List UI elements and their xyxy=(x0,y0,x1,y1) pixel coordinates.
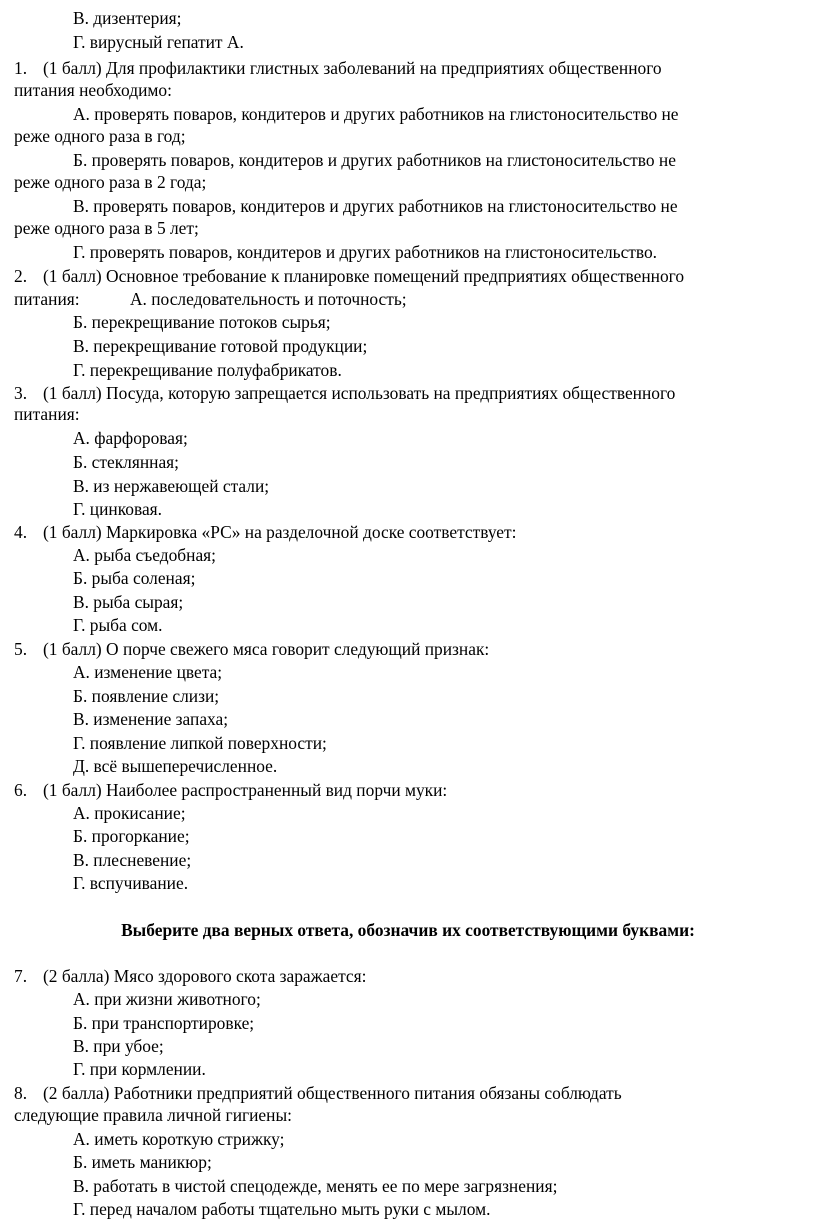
question-text: питания: xyxy=(14,404,80,424)
answer-option: Г. перед началом работы тщательно мыть руки с мылом. xyxy=(73,1199,491,1219)
question-text: питания: xyxy=(14,289,80,309)
answer-option: Б. иметь маникюр; xyxy=(73,1152,212,1172)
question-text: (1 балл) Наиболее распространенный вид порчи муки: xyxy=(43,780,448,800)
answer-option: В. плесневение; xyxy=(73,850,192,870)
answer-option: А. прокисание; xyxy=(73,803,186,823)
answer-option: А. при жизни животного; xyxy=(73,989,261,1009)
answer-option: В. из нержавеющей стали; xyxy=(73,476,270,496)
answer-option: Г. вспучивание. xyxy=(73,873,189,893)
answer-option: Г. при кормлении. xyxy=(73,1059,206,1079)
answer-option: Г. перекрещивание полуфабрикатов. xyxy=(73,360,342,380)
answer-option: А. проверять поваров, кондитеров и других работников на глистоносительство не xyxy=(73,104,679,124)
question-text: следующие правила личной гигиены: xyxy=(14,1105,292,1125)
answer-option: Г. вирусный гепатит А. xyxy=(73,32,244,52)
question-text: (1 балл) Маркировка «РС» на разделочной доске соответствует: xyxy=(43,522,517,542)
answer-option: А. изменение цвета; xyxy=(73,662,223,682)
answer-option: В. проверять поваров, кондитеров и других работников на глистоносительство не xyxy=(73,196,678,216)
answer-option: В. дизентерия; xyxy=(73,8,182,28)
answer-option: Б. проверять поваров, кондитеров и других работников на глистоносительство не xyxy=(73,150,676,170)
question-text: (1 балл) Посуда, которую запрещается использовать на предприятиях общественного xyxy=(43,383,676,403)
answer-option: В. при убое; xyxy=(73,1036,164,1056)
answer-option: реже одного раза в 2 года; xyxy=(14,172,207,192)
answer-option: Д. всё вышеперечисленное. xyxy=(73,756,278,776)
answer-option: Б. перекрещивание потоков сырья; xyxy=(73,312,331,332)
question-text: (2 балла) Мясо здорового скота заражается: xyxy=(43,966,367,986)
question-text: (2 балла) Работники предприятий общественного питания обязаны соблюдать xyxy=(43,1083,622,1103)
answer-option: А. фарфоровая; xyxy=(73,428,188,448)
answer-option: В. изменение запаха; xyxy=(73,709,229,729)
question-number: 7. xyxy=(14,966,28,986)
question-number: 8. xyxy=(14,1083,28,1103)
answer-option: Б. при транспортировке; xyxy=(73,1013,255,1033)
answer-option: А. иметь короткую стрижку; xyxy=(73,1129,285,1149)
question-text: (1 балл) О порче свежего мяса говорит следующий признак: xyxy=(43,639,490,659)
answer-option: В. рыба сырая; xyxy=(73,592,184,612)
answer-option: Б. стеклянная; xyxy=(73,452,180,472)
answer-option: А. последовательность и поточность; xyxy=(130,289,407,309)
section-heading: Выберите два верных ответа, обозначив их соответствующими буквами: xyxy=(121,920,695,940)
answer-option: Б. прогоркание; xyxy=(73,826,190,846)
answer-option: Г. цинковая. xyxy=(73,499,163,519)
question-number: 5. xyxy=(14,639,28,659)
question-text: (1 балл) Для профилактики глистных заболеваний на предприятиях общественного xyxy=(43,58,662,78)
answer-option: Г. появление липкой поверхности; xyxy=(73,733,327,753)
answer-option: А. рыба съедобная; xyxy=(73,545,216,565)
question-text: (1 балл) Основное требование к планировке помещений предприятиях общественного xyxy=(43,266,685,286)
answer-option: Г. рыба сом. xyxy=(73,615,163,635)
answer-option: Г. проверять поваров, кондитеров и других работников на глистоносительство. xyxy=(73,242,658,262)
question-number: 6. xyxy=(14,780,28,800)
question-number: 3. xyxy=(14,383,28,403)
question-number: 1. xyxy=(14,58,28,78)
question-text: питания необходимо: xyxy=(14,80,172,100)
question-number: 2. xyxy=(14,266,28,286)
answer-option: Б. появление слизи; xyxy=(73,686,220,706)
answer-option: Б. рыба соленая; xyxy=(73,568,196,588)
answer-option: В. работать в чистой спецодежде, менять ее по мере загрязнения; xyxy=(73,1176,558,1196)
answer-option: реже одного раза в год; xyxy=(14,126,186,146)
answer-option: В. перекрещивание готовой продукции; xyxy=(73,336,368,356)
question-number: 4. xyxy=(14,522,28,542)
answer-option: реже одного раза в 5 лет; xyxy=(14,218,199,238)
